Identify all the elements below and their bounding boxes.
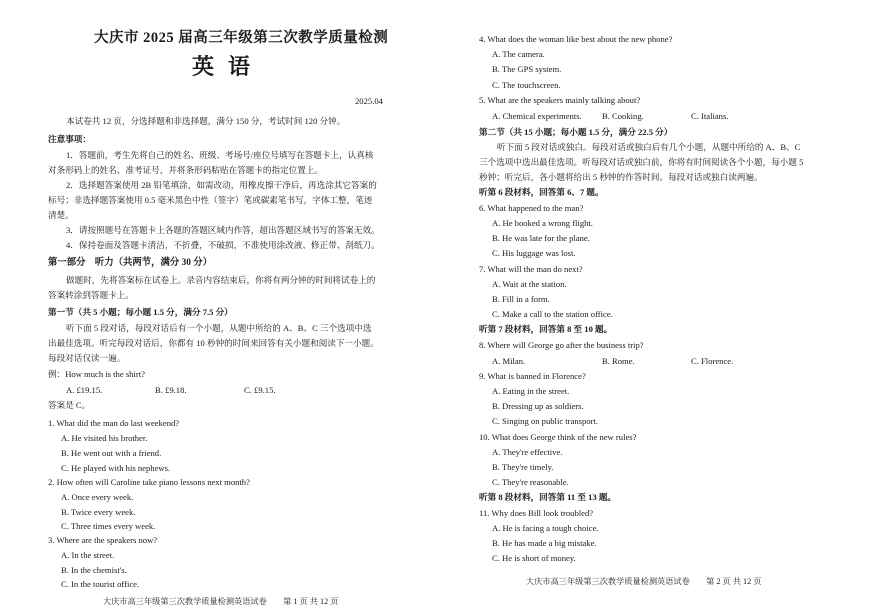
option: A. In the street. bbox=[61, 550, 115, 560]
option: A. They're effective. bbox=[492, 447, 563, 457]
option: C. His luggage was lost. bbox=[492, 248, 576, 258]
question: 9. What is banned in Florence? bbox=[479, 371, 586, 381]
question: 4. What does the woman like best about the new phone? bbox=[479, 34, 673, 44]
notice-line: 2．选择题答案使用 2B 铅笔填涂，如需改动，用橡皮擦干净后，再选涂其它答案的 bbox=[66, 180, 377, 190]
option: A. He visited his brother. bbox=[61, 433, 148, 443]
option: B. Cooking. bbox=[602, 111, 644, 121]
example-answer: 答案是 C。 bbox=[48, 400, 91, 410]
example-option: B. £9.18. bbox=[155, 385, 187, 395]
option: C. Three times every week. bbox=[61, 521, 156, 531]
option: C. Singing on public transport. bbox=[492, 416, 598, 426]
option: C. The touchscreen. bbox=[492, 80, 561, 90]
example-question: 例：How much is the shirt? bbox=[48, 369, 145, 379]
part1-desc: 答案转涂到答题卡上。 bbox=[48, 290, 134, 300]
notice-line: 3．请按照题号在答题卡上各题的答题区域内作答，超出答题区域书写的答案无效。 bbox=[66, 225, 380, 235]
option: B. Rome. bbox=[602, 356, 635, 366]
section2-heading: 第二节（共 15 小题；每小题 1.5 分，满分 22.5 分） bbox=[479, 127, 673, 137]
question: 11. Why does Bill look troubled? bbox=[479, 508, 594, 518]
option: A. Chemical experiments. bbox=[492, 111, 582, 121]
material-heading: 听第 8 段材料，回答第 11 至 13 题。 bbox=[479, 492, 617, 502]
option: C. They're reasonable. bbox=[492, 477, 569, 487]
section1-desc: 每段对话仅读一遍。 bbox=[48, 353, 126, 363]
option: A. Eating in the street. bbox=[492, 386, 570, 396]
option: A. Milan. bbox=[492, 356, 526, 366]
question: 2. How often will Caroline take piano lessons next month? bbox=[48, 477, 250, 487]
option: B. In the chemist's. bbox=[61, 565, 127, 575]
section1-desc: 出最佳选项。听完每段对话后，你都有 10 秒钟的时间来回答有关小题和阅读下一小题。 bbox=[48, 338, 379, 348]
notice-line: 1．答题前，考生先将自己的姓名、班级、考场号/座位号填写在答题卡上，认真核 bbox=[66, 150, 374, 160]
notice-line: 清楚。 bbox=[48, 210, 74, 220]
option: C. Florence. bbox=[691, 356, 734, 366]
example-option: A. £19.15. bbox=[66, 385, 103, 395]
option: A. He is facing a tough choice. bbox=[492, 523, 599, 533]
subject-title: 英语 bbox=[192, 54, 265, 79]
notice-line: 4．保持卷面及答题卡清洁，不折叠，不破损，不准使用涂改液、修正带、刮纸刀。 bbox=[66, 240, 380, 250]
question: 10. What does George think of the new rules? bbox=[479, 432, 637, 442]
question: 5. What are the speakers mainly talking about? bbox=[479, 95, 641, 105]
option: B. He went out with a friend. bbox=[61, 448, 162, 458]
option: C. He played with his nephews. bbox=[61, 463, 171, 473]
option: A. The camera. bbox=[492, 49, 545, 59]
option: B. He has made a big mistake. bbox=[492, 538, 597, 548]
section2-desc: 秒钟；听完后，各小题将给出 5 秒钟的作答时间。每段对话或独白读两遍。 bbox=[479, 172, 763, 182]
page-footer: 大庆市高三年级第三次教学质量检测英语试卷 第 1 页 共 12 页 bbox=[103, 597, 339, 606]
question: 3. Where are the speakers now? bbox=[48, 535, 158, 545]
page-footer: 大庆市高三年级第三次教学质量检测英语试卷 第 2 页 共 12 页 bbox=[526, 577, 762, 586]
option: A. Wait at the station. bbox=[492, 279, 567, 289]
section2-desc: 三个选项中选出最佳选项。听每段对话或独白前，你将有时间阅读各个小题，每小题 5 bbox=[479, 157, 804, 167]
question: 1. What did the man do last weekend? bbox=[48, 418, 180, 428]
material-heading: 听第 7 段材料，回答第 8 至 10 题。 bbox=[479, 324, 613, 334]
notice-heading: 注意事项： bbox=[48, 134, 91, 144]
option: A. He booked a wrong flight. bbox=[492, 218, 593, 228]
section2-desc: 听下面 5 段对话或独白。每段对话或独白后有几个小题，从题中所给的 A、B、C bbox=[497, 142, 801, 152]
option: B. He was late for the plane. bbox=[492, 233, 590, 243]
option: B. Twice every week. bbox=[61, 507, 136, 517]
option: C. He is short of money. bbox=[492, 553, 576, 563]
question: 8. Where will George go after the business trip? bbox=[479, 340, 644, 350]
section1-heading: 第一节（共 5 小题；每小题 1.5 分，满分 7.5 分） bbox=[48, 307, 233, 317]
question: 6. What happened to the man? bbox=[479, 203, 584, 213]
exam-date: 2025.04 bbox=[355, 96, 383, 106]
material-heading: 听第 6 段材料，回答第 6、7 题。 bbox=[479, 187, 604, 197]
part1-heading: 第一部分 听力（共两节，满分 30 分） bbox=[48, 258, 213, 268]
option: B. Fill in a form. bbox=[492, 294, 550, 304]
exam-title: 大庆市 2025 届高三年级第三次教学质量检测 bbox=[94, 30, 389, 46]
option: B. Dressing up as soldiers. bbox=[492, 401, 584, 411]
exam-intro: 本试卷共 12 页，分选择题和非选择题，满分 150 分，考试时间 120 分钟。 bbox=[66, 116, 346, 126]
example-option: C. £9.15. bbox=[244, 385, 276, 395]
notice-line: 对条形码上的姓名、准考证号，并将条形码粘贴在答题卡的指定位置上。 bbox=[48, 165, 324, 175]
option: B. They're timely. bbox=[492, 462, 554, 472]
notice-line: 标号；非选择题答案使用 0.5 毫米黑色中性（签字）笔或碳素笔书写，字体工整，笔迹 bbox=[48, 195, 373, 205]
option: B. The GPS system. bbox=[492, 64, 562, 74]
section1-desc: 听下面 5 段对话，每段对话后有一个小题，从题中所给的 A、B、C 三个选项中选 bbox=[66, 323, 372, 333]
part1-desc: 做题时，先将答案标在试卷上。录音内容结束后，你将有两分钟的时间将试卷上的 bbox=[66, 275, 376, 285]
option: C. In the tourist office. bbox=[61, 579, 140, 589]
question: 7. What will the man do next? bbox=[479, 264, 583, 274]
option: C. Make a call to the station office. bbox=[492, 309, 613, 319]
option: A. Once every week. bbox=[61, 492, 134, 502]
option: C. Italians. bbox=[691, 111, 729, 121]
